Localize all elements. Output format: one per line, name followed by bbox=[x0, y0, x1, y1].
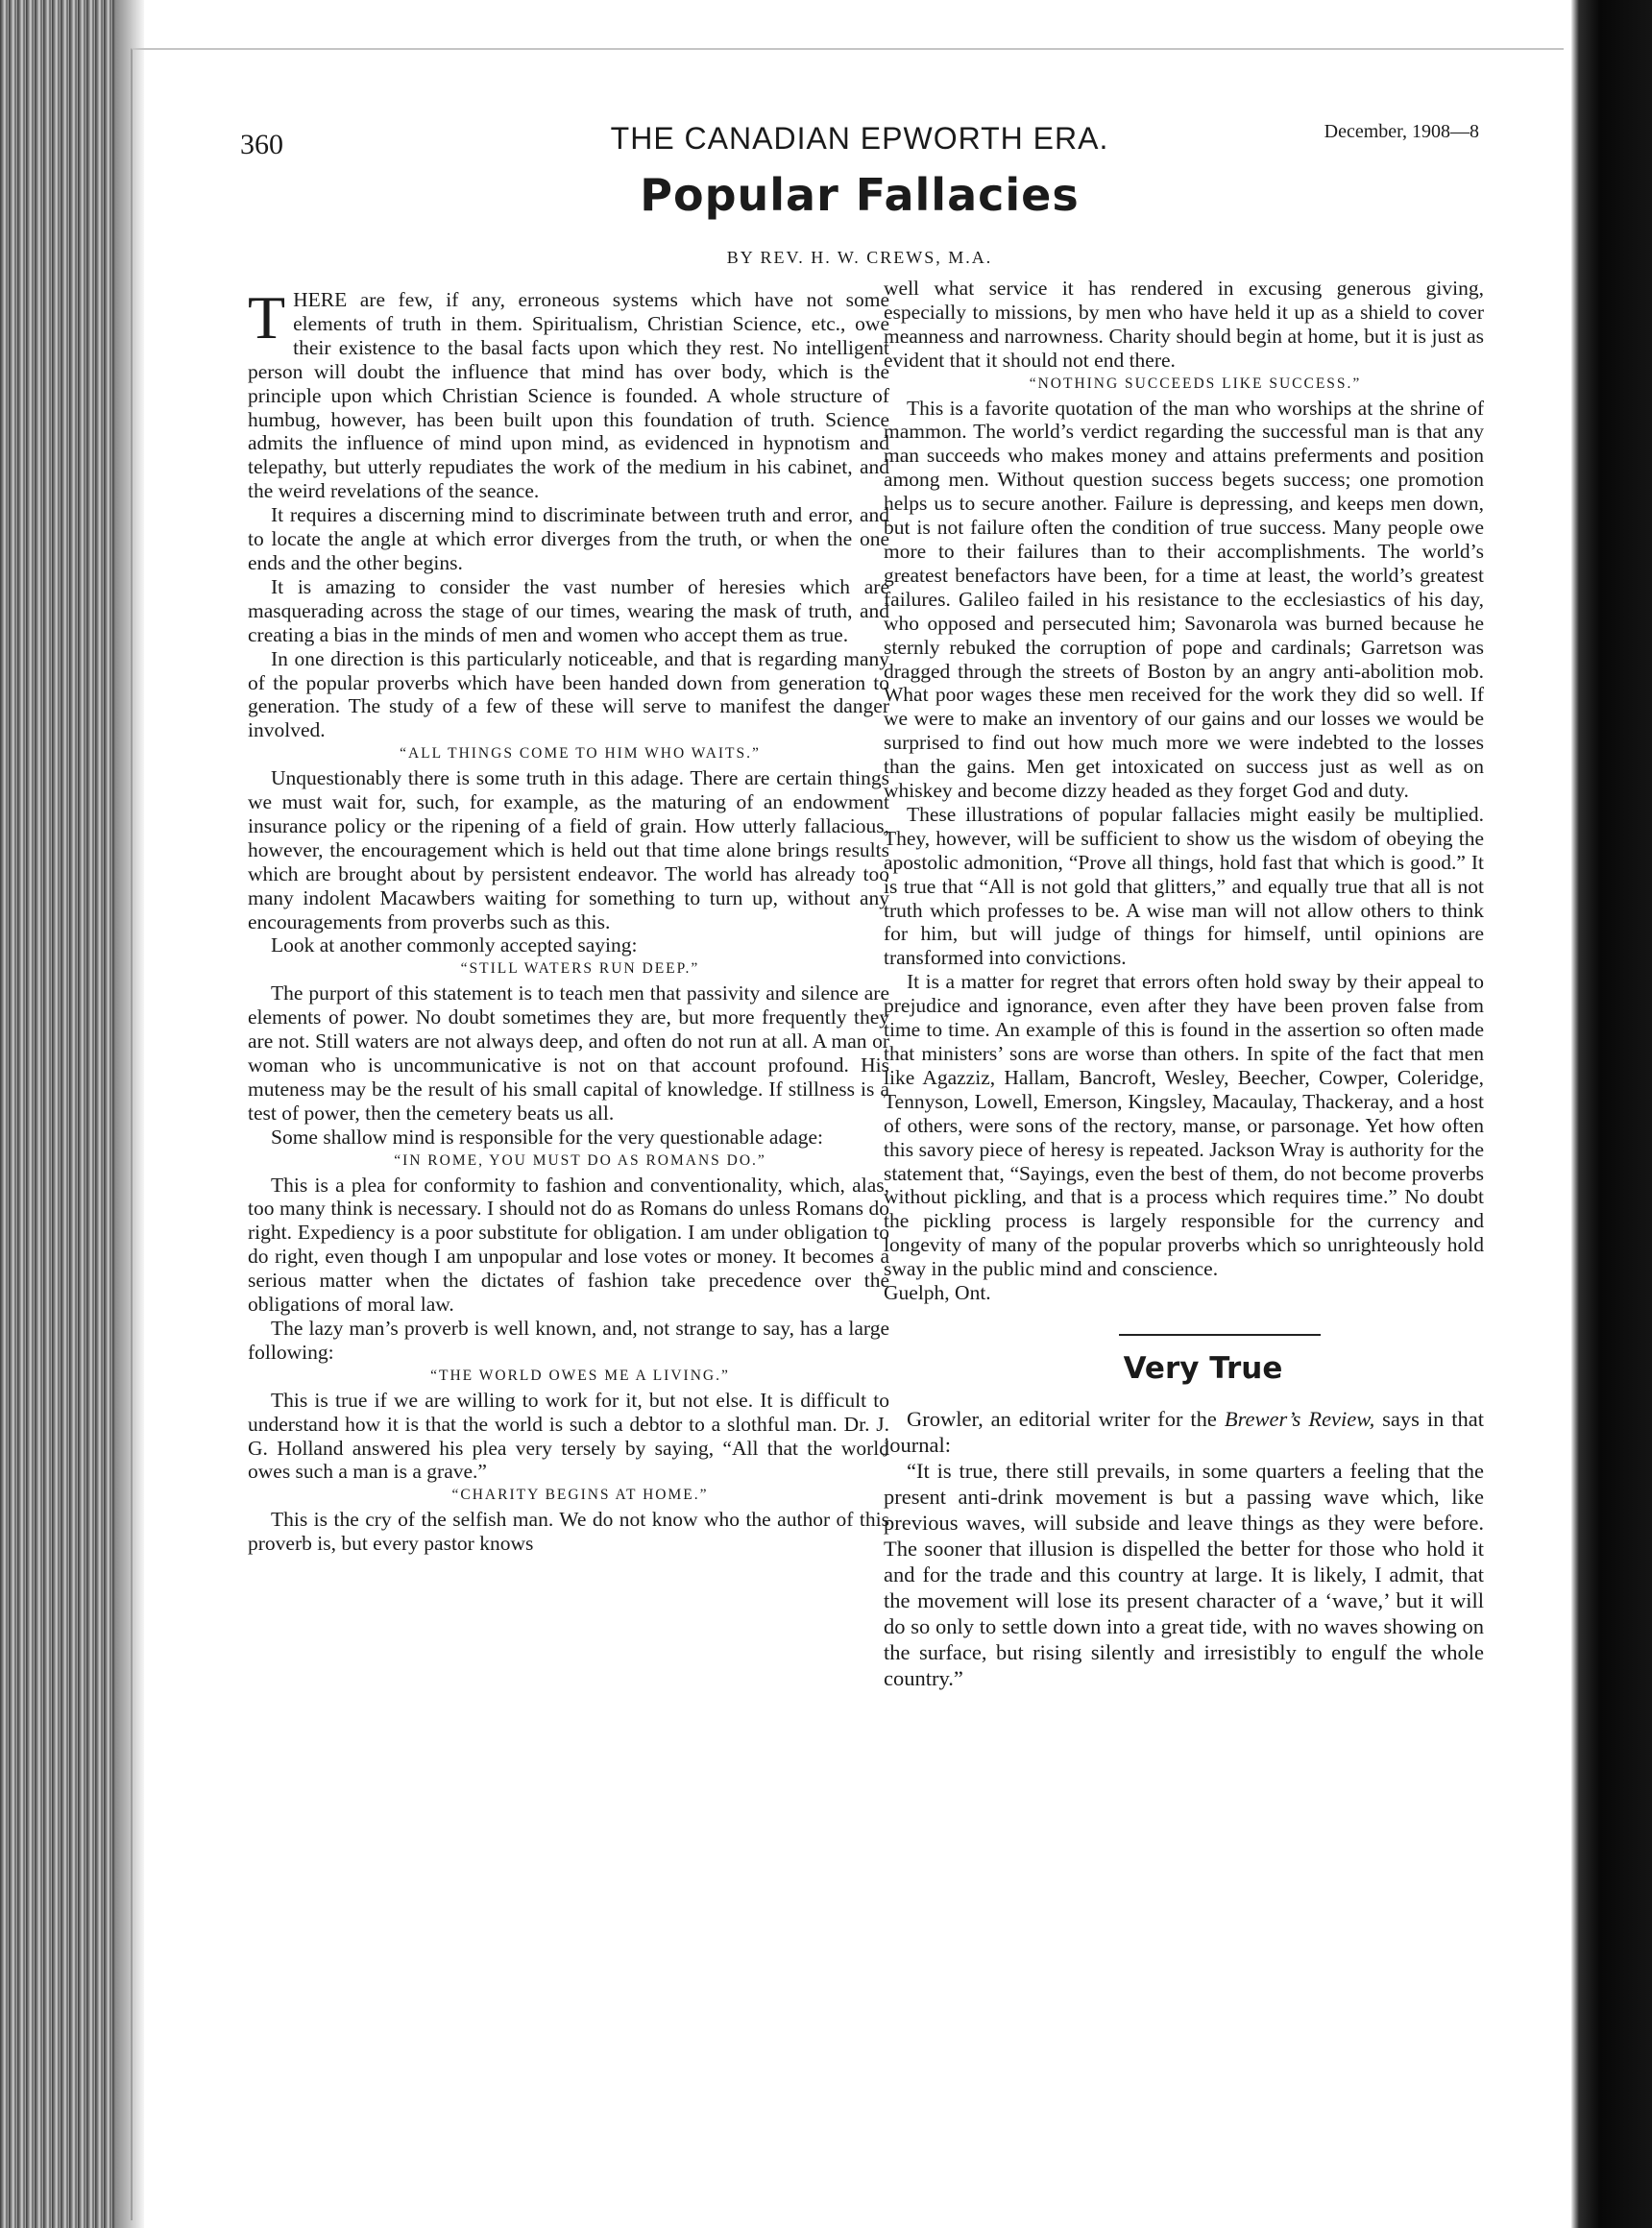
left-column bbox=[248, 283, 889, 1556]
book-binding-edge bbox=[0, 0, 115, 2228]
proverb-heading: “IN ROME, YOU MUST DO AS ROMANS DO.” bbox=[394, 1151, 766, 1169]
page-number: 360 bbox=[240, 129, 283, 160]
paragraph: Some shallow mind is responsible for the very questionable adage: bbox=[271, 1125, 823, 1149]
article-byline: BY REV. H. W. CREWS, M.A. bbox=[726, 248, 993, 267]
paragraph: This is true if we are willing to work for it, but not else. It is difficult to understand how it is that the world is such a debtor to a slothful man. Dr. J. G. Holland answered his plea very tersely by saying, “All that the world owes such a man is a grave.” bbox=[248, 1388, 889, 1484]
paragraph: The purport of this statement is to teach men that passivity and silence are elements of power. No doubt sometimes they are, but more frequently they are not. Still waters are not always deep, and often do not run at all. A man or woman who is uncommunicative is not on that account profound. His muteness may be the result of his small capital of knowledge. If stillness is a test of power, then the cemetery beats us all. bbox=[248, 981, 889, 1125]
paragraph: Look at another commonly accepted saying: bbox=[271, 933, 638, 957]
proverb-heading: “STILL WATERS RUN DEEP.” bbox=[460, 960, 700, 978]
paragraph: This is the cry of the selfish man. We do not know who the author of this proverb is, but every pastor knows bbox=[248, 1508, 889, 1556]
proverb-heading: “THE WORLD OWES ME A LIVING.” bbox=[430, 1367, 730, 1384]
paragraph: In one direction is this particularly noticeable, and that is regarding many of the popular proverbs which have been handed down from generation to generation. The study of a few of these will serve to manifest the danger involved. bbox=[248, 646, 889, 742]
author-location: Guelph, Ont. bbox=[884, 1281, 991, 1305]
paragraph: These illustrations of popular fallacies might easily be multiplied. They, however, will be sufficient to show us the wisdom of obeying the apostolic admonition, “Prove all things, hold fast that which is good.” It is true that “All is not gold that glitters,” and equally true that all is not truth which professes to be. A wise man will not allow others to think for him, but will judge of things for himself, until opinions are transformed into convictions. bbox=[884, 802, 1484, 970]
publication-name: Brewer’s Review, bbox=[1224, 1406, 1375, 1431]
sidebar-quote: “It is true, there still prevails, in some quarters a feeling that the present anti-drink movement is but a passing wave which, like previous waves, will subside and leave things as they were before. The sooner that illusion is dispelled the better for those who hold it and for the trade and this country at large. It is likely, I admit, that the movement will lose its present character of a ‘wave,’ but it will do so only to settle down into a great tide, with no waves showing on the surface, but rising silently and irresistibly to engulf the whole country.” bbox=[884, 1458, 1484, 1690]
article-title: Popular Fallacies bbox=[640, 169, 1080, 221]
paragraph: well what service it has rendered in excusing generous giving, especially to missions, by men who have held it up as a shield to cover meanness and narrowness. Charity should begin at home, but it is just as evident that it should not end there. bbox=[884, 277, 1484, 372]
paragraph: This is a favorite quotation of the man who worships at the shrine of mammon. The world’s verdict regarding the successful man is that any man succeeds who makes money and attains preferments and position among men. Without question success begets success; one promotion helps us to secure another. Failure is depressing, and keeps men down, but is not failure often the condition of true success. Many people owe more to their failures than to their accomplishments. The world’s greatest benefactors have been, for a time at least, the world’s greatest failures. Galileo failed in his resistance to the ecclesiastics of his day, who opposed and persecuted him; Savonarola was burned because he sternly rebuked the corruption of pope and cardinals; Garretson was dragged through the streets of Boston by an angry anti-abolition mob. What poor wages these men received for the work they did so well. If we were to make an inventory of our gains and our losses we would be surprised to find out how much more we were indebted to the losses than the gains. Men get intoxicated on success just as well as on whiskey and become dizzy headed as they forget God and duty. bbox=[884, 396, 1484, 803]
proverb-heading: “CHARITY BEGINS AT HOME.” bbox=[451, 1487, 709, 1504]
paragraph: The lazy man’s proverb is well known, and, not strange to say, has a large following: bbox=[248, 1316, 889, 1364]
paragraph: It requires a discerning mind to discriminate between truth and error, and to locate the angle at which error diverges from the truth, or when the one ends and the other begins. bbox=[248, 503, 889, 574]
sidebar-intro: Growler, an editorial writer for the Brewer’s Review, says in that journal: bbox=[884, 1406, 1484, 1457]
section-divider bbox=[1119, 1334, 1321, 1336]
paragraph: Unquestionably there is some truth in this adage. There are certain things we must wait for, such, for example, as the maturing of an endowment insurance policy or the ripening of a field of grain. How utterly fallacious, however, the encouragement which is held out that time alone brings results which are brought about by persistent endeavor. The world has already too many indolent Macawbers waiting for something to turn up, without any encouragements from proverbs such as this. bbox=[248, 766, 889, 933]
sidebar-body bbox=[884, 1406, 1484, 1691]
right-column bbox=[884, 277, 1484, 1691]
sidebar-title: Very True bbox=[1123, 1350, 1283, 1386]
paragraph: This is a plea for conformity to fashion and conventionality, which, alas, too many think is necessary. I should not do as Romans do unless Romans do right. Expediency is a poor substitute for obligation. I am under obligation to do right, even though I am unpopular and lose votes or money. It becomes a serious matter when the dictates of fashion take precedence over the obligations of moral law. bbox=[248, 1173, 889, 1317]
paragraph: THERE are few, if any, erroneous systems which have not some elements of truth in them. Spiritualism, Christian Science, etc., owe their existence to the basal facts upon which they rest. No intelligent person will doubt the influence that mind has over body, which is the principle upon which Christian Science is founded. A whole structure of humbug, however, has been built upon this foundation of truth. Science admits the influence of mind upon mind, as evidenced in hypnotism and telepathy, but utterly repudiates the work of the medium in his cabinet, and the weird revelations of the seance. bbox=[248, 283, 889, 503]
paragraph: It is a matter for regret that errors often hold sway by their appeal to prejudice and ignorance, even after they have been proven false from time to time. An example of this is found in the assertion so often made that ministers’ sons are worse than others. In spite of the fact that men like Agazziz, Hallam, Bancroft, Wesley, Beecher, Cowper, Coleridge, Tennyson, Lowell, Emerson, Kingsley, Macaulay, Thackeray, and a host of others, were sons of the rectory, manse, or parsonage. Yet how often this savory piece of heresy is repeated. Jackson Wray is authority for the statement that, “Sayings, even the best of them, do not become proverbs without pickling, and that is a process which requires time.” No doubt the pickling process is largely responsible for the currency and longevity of many of the popular proverbs which so unrighteously hold sway in the public mind and conscience. bbox=[884, 970, 1484, 1281]
paragraph: It is amazing to consider the vast number of heresies which are masquerading across the stage of our times, wearing the mask of truth, and creating a bias in the minds of men and women who accept them as true. bbox=[248, 574, 889, 646]
proverb-heading: “ALL THINGS COME TO HIM WHO WAITS.” bbox=[400, 745, 761, 763]
scan-dark-margin bbox=[1571, 0, 1652, 2228]
drop-cap: T bbox=[248, 283, 286, 351]
issue-date: December, 1908—8 bbox=[1324, 121, 1479, 142]
journal-title: THE CANADIAN EPWORTH ERA. bbox=[610, 121, 1109, 156]
proverb-heading: “NOTHING SUCCEEDS LIKE SUCCESS.” bbox=[1029, 375, 1362, 392]
page-header bbox=[240, 121, 1479, 165]
